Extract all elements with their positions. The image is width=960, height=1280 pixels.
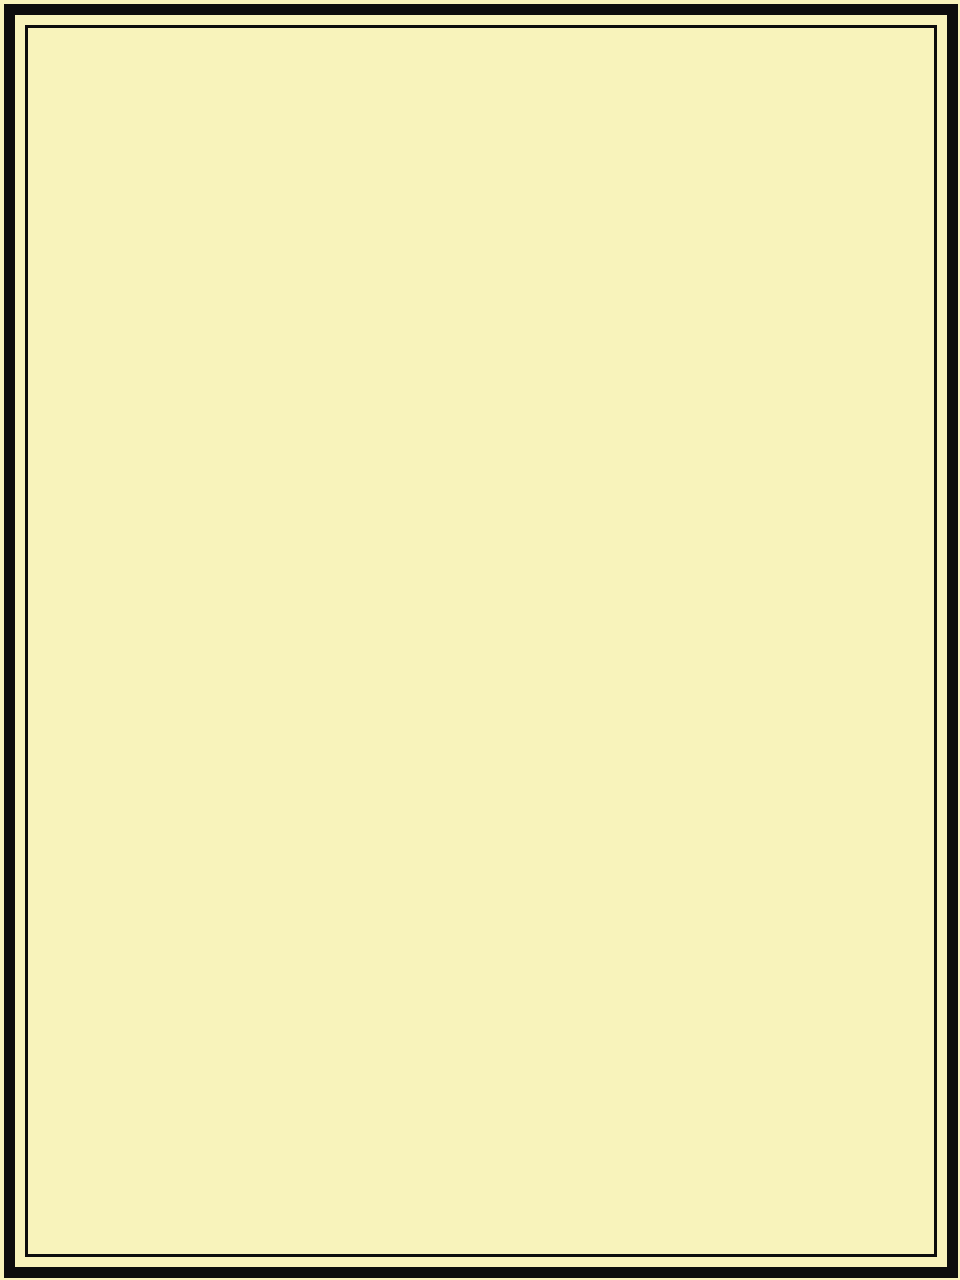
outer-border-frame [4, 4, 958, 1278]
sheet-content [28, 28, 934, 1254]
inner-border-frame [25, 25, 937, 1257]
